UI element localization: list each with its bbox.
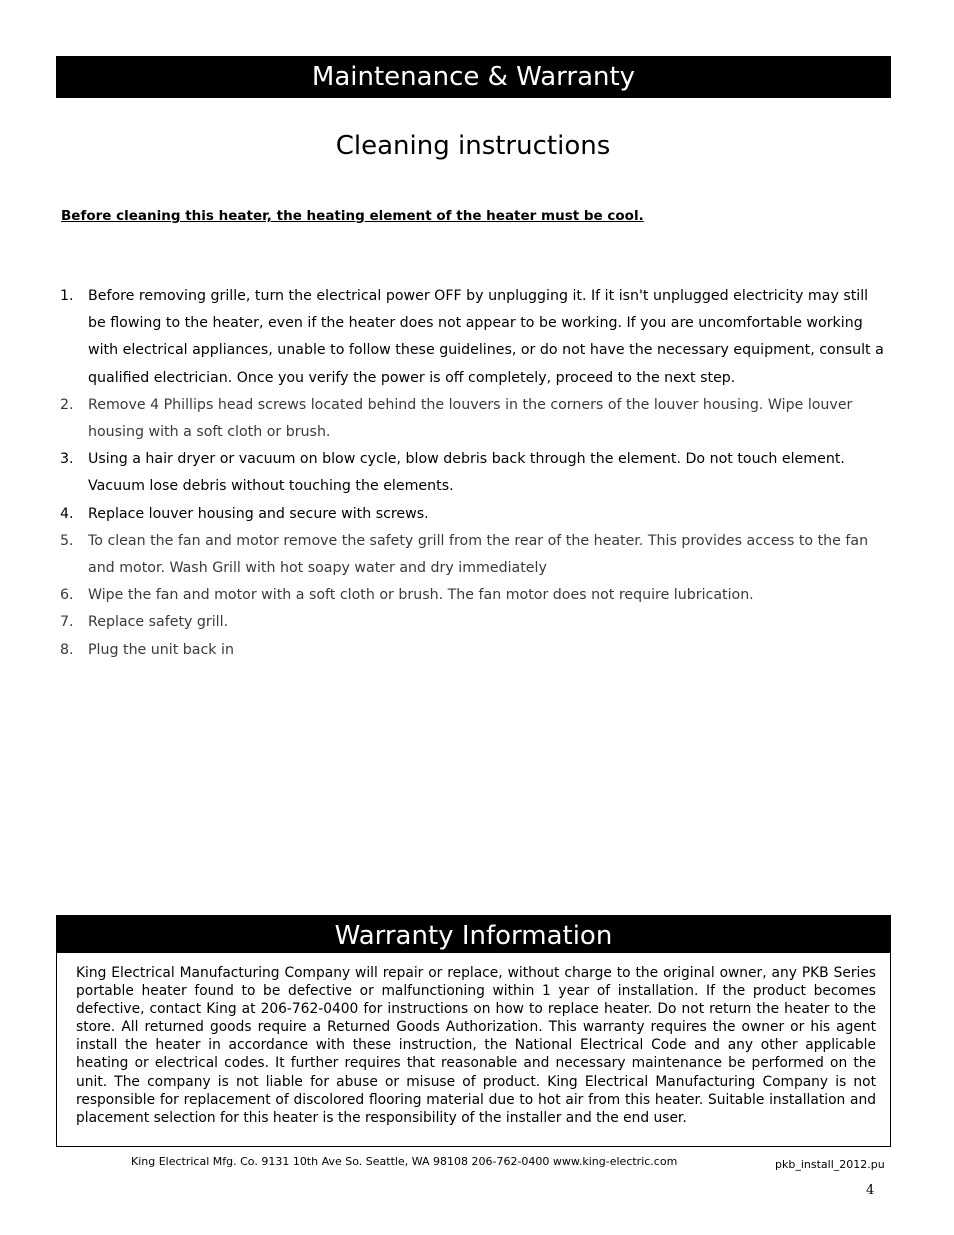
step-text: Wipe the fan and motor with a soft cloth or brush. The fan motor does not require lubrication. [88,587,754,604]
cleaning-step [60,637,886,664]
step-text: To clean the fan and motor remove the safety grill from the rear of the heater. This provides access to the fan and motor. Wash Grill with hot soapy water and dry immediately [88,532,869,577]
cleaning-step [60,283,886,392]
step-text: Before removing grille, turn the electrical power OFF by unplugging it. If it isn't unplugged electricity may still be flowing to the heater, even if the heater does not appear to be working. If you are uncomfortable working with electrical appliances, unable to follow these guidelines, or do not have the necessary equipment, consult a qualified electrician. Once you verify the power is off completely, proceed to the next step. [88,288,884,386]
footer-file-name: pkb_install_2012.pu [775,1158,885,1171]
cleaning-steps-list [60,283,886,664]
cleaning-instructions-title: Cleaning instructions [335,131,611,161]
page-title: Maintenance & Warranty [311,62,636,92]
step-text: Using a hair dryer or vacuum on blow cycle, blow debris back through the element. Do not touch element. Vacuum lose debris without touching the elements. [88,451,845,495]
step-number: 3. [60,451,74,468]
cleaning-step [60,446,886,500]
step-text: Replace louver housing and secure with screws. [88,505,429,522]
step-number: 6. [60,587,74,604]
warranty-body: King Electrical Manufacturing Company will repair or replace, without charge to the original owner, any PKB Series portable heater found to be defective or malfunctioning within 1 year of installation. If the product becomes defective, contact King at 206-762-0400 for instructions on how to replace heater. Do not return the heater to the store. All returned goods require a Returned Goods Authorization. This warranty requires the owner or his agent install the heater in accordance with these instruction, the National Electrical Code and any other applicable heating or electrical codes. It further requires that reasonable and necessary maintenance be performed on the unit. The company is not liable for abuse or misuse of product. King Electrical Manufacturing Company is not responsible for replacement of discolored flooring material due to hot air from this heater. Suitable installation and placement selection for this heater is the responsibility of the installer and the end user. [76,965,876,1126]
step-number: 1. [60,288,74,304]
step-number: 8. [60,641,74,658]
cleaning-step [60,392,886,446]
cleaning-step [60,609,886,636]
step-number: 5. [60,532,74,549]
warranty-banner [56,915,891,953]
maintenance-warranty-banner [56,56,891,98]
cleaning-step [60,582,886,609]
cleaning-step [60,501,886,528]
step-text: Plug the unit back in [88,641,234,658]
step-text: Replace safety grill. [88,614,229,631]
footer-address: King Electrical Mfg. Co. 9131 10th Ave So. Seattle, WA 98108 206-762-0400 www.king-electric.com [131,1155,678,1168]
step-number: 4. [60,505,74,522]
step-number: 2. [60,396,74,413]
step-number: 7. [60,614,74,631]
cleaning-step [60,528,886,582]
page-number: 4 [866,1183,875,1198]
cleaning-warning: Before cleaning this heater, the heating element of the heater must be cool. [61,208,644,224]
step-text: Remove 4 Phillips head screws located behind the louvers in the corners of the louver housing. Wipe louver housing with a soft cloth or brush. [88,396,853,441]
warranty-title: Warranty Information [334,921,613,951]
